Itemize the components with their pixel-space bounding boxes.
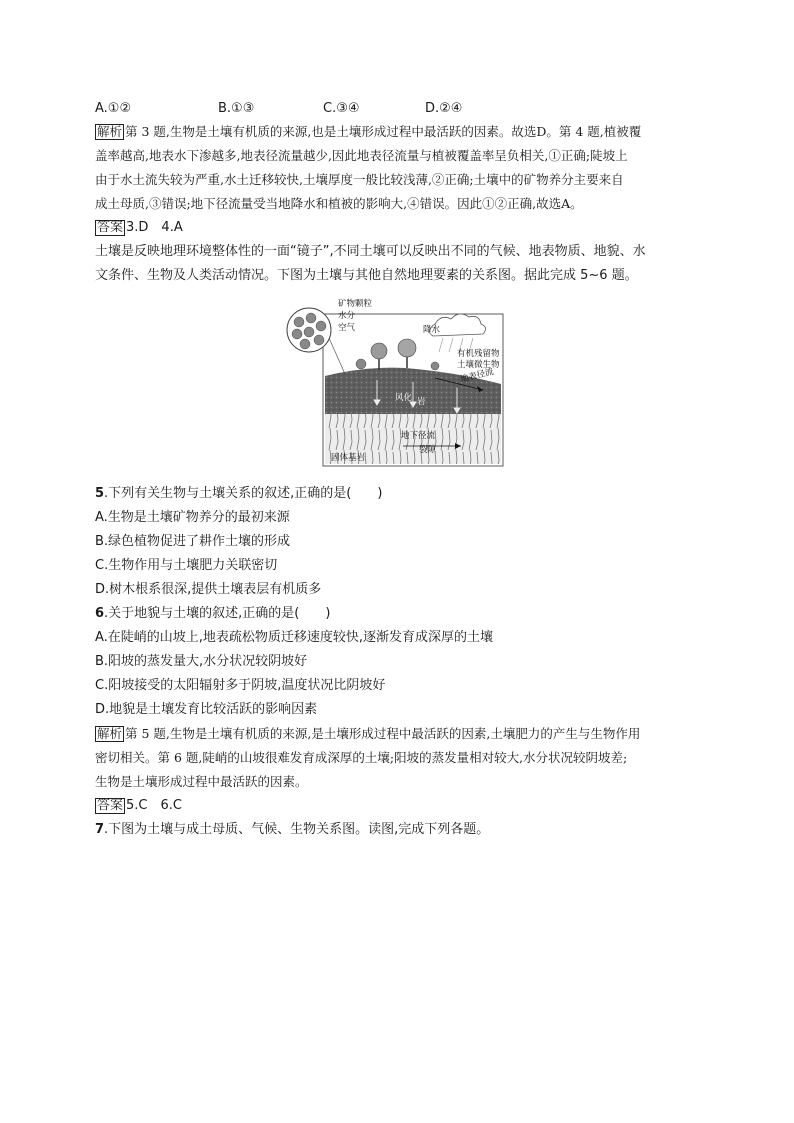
soil-relationship-figure	[285, 296, 505, 468]
q6-text: .关于地貌与土壤的叙述,正确的是( )	[104, 606, 331, 621]
label-air: 空气	[338, 323, 356, 333]
q5-option-c: C.生物作用与土壤肥力关联密切	[95, 558, 278, 573]
analysis1-line4: 成土母质,③错误;地下径流量受当地降水和植被的影响大,④错误。因此①②正确,故选A。	[95, 196, 583, 211]
q5-stem	[95, 486, 382, 502]
answer1-line	[95, 220, 183, 236]
label-underground-runoff: 地下径流	[401, 431, 436, 441]
q7-text: .下图为土壤与成土母质、气候、生物关系图。读图,完成下列各题。	[104, 822, 490, 837]
answer1-text: 3.D 4.A	[126, 220, 183, 235]
label-bedrock: 固体基岩	[331, 453, 366, 463]
daan-tag-2: 答案	[97, 798, 124, 813]
analysis2-line2: 密切相关。第 6 题,陡峭的山坡很难发育成深厚的土壤;阳坡的蒸发量相对较大,水分状况较阴坡差;	[95, 750, 628, 765]
q6-stem	[95, 606, 330, 622]
q6-number: 6	[95, 606, 105, 621]
daan-tag: 答案	[97, 220, 124, 235]
q6-option-a: A.在陡峭的山坡上,地表疏松物质迁移速度较快,逐渐发育成深厚的土壤	[95, 630, 494, 645]
analysis1-line2: 盖率越高,地表水下渗越多,地表径流量越少,因此地表径流量与植被覆盖率呈负相关,①正确;陡坡上	[95, 148, 628, 163]
label-precip: 降水	[423, 325, 441, 335]
q5-option-d: D.树木根系很深,提供土壤表层有机质多	[95, 582, 322, 597]
intro-line2: 文条件、生物及人类活动情况。下图为土壤与其他自然地理要素的关系图。据此完成 5~6 题。	[95, 268, 638, 283]
soil-diagram	[285, 296, 505, 468]
analysis1-line1	[95, 124, 641, 140]
analysis2-line3: 生物是土壤形成过程中最活跃的因素。	[95, 774, 308, 789]
analysis1-line3: 由于水土流失较为严重,水土迁移较快,土壤厚度一般比较浅薄,②正确;土壤中的矿物养分主要来自	[95, 172, 624, 187]
q5-option-b: B.绿色植物促进了耕作土壤的形成	[95, 534, 291, 549]
option-c: C.③④	[323, 101, 360, 116]
q6-option-b: B.阳坡的蒸发量大,水分状况较阴坡好	[95, 654, 308, 669]
label-weathering: 风化	[395, 393, 413, 403]
intro-line1: 土壤是反映地理环境整体性的一面“镜子”,不同土壤可以反映出不同的气候、地表物质、地貌、水	[95, 244, 646, 259]
q5-text: .下列有关生物与土壤关系的叙述,正确的是( )	[104, 486, 383, 501]
answer2-text: 5.C 6.C	[126, 798, 182, 813]
label-microbe: 土壤微生物	[457, 360, 500, 370]
analysis1-text-1: 第 3 题,生物是土壤有机质的来源,也是土壤形成过程中最活跃的因素。故选D。第 4 题,植被覆	[125, 124, 642, 139]
option-a: A.①②	[95, 101, 132, 116]
answer2-line	[95, 798, 182, 814]
label-organic: 有机残留物	[457, 349, 500, 359]
label-rock: 岩	[417, 397, 426, 407]
jiexi-tag: 解析	[97, 124, 123, 139]
q6-option-c: C.阳坡接受的太阳辐射多于阴坡,温度状况比阴坡好	[95, 678, 386, 693]
option-d: D.②④	[425, 101, 463, 116]
label-fissure: 裂隙	[419, 445, 437, 455]
q6-option-d: D.地貌是土壤发育比较活跃的影响因素	[95, 702, 318, 717]
label-surface-runoff: 地表径流	[459, 366, 495, 385]
analysis2-line1	[95, 726, 640, 742]
q7-number: 7	[95, 822, 105, 837]
label-mineral: 矿物颗粒	[338, 299, 373, 309]
jiexi-tag-2: 解析	[97, 726, 123, 741]
label-water: 水分	[338, 311, 356, 321]
q5-number: 5	[95, 486, 105, 501]
q7-stem	[95, 822, 489, 838]
option-b: B.①③	[218, 101, 255, 116]
q5-option-a: A.生物是土壤矿物养分的最初来源	[95, 510, 290, 525]
analysis2-text-1: 第 5 题,生物是土壤有机质的来源,是土壤形成过程中最活跃的因素,土壤肥力的产生与生物作用	[125, 726, 641, 741]
